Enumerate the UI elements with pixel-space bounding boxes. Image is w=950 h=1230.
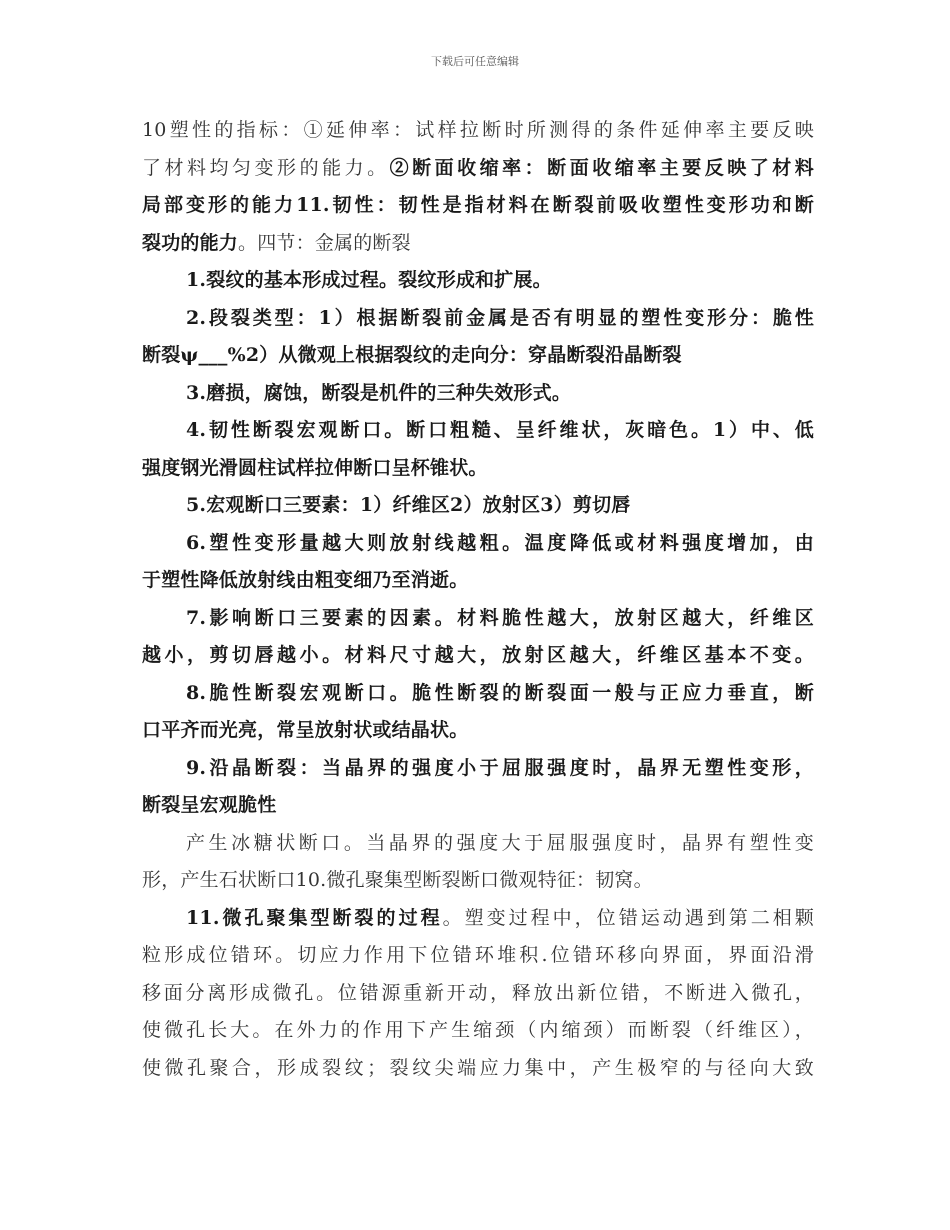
text-line: 11.微孔聚集型断裂的过程。塑变过程中，位错运动遇到第二相颗: [186, 906, 814, 929]
page-header: 下载后可任意编辑: [431, 55, 519, 68]
text-line: 移面分离形成微孔。位错源重新开动，释放出新位错，不断进入微孔，: [142, 981, 814, 1004]
text-line: 3.磨损，腐蚀，断裂是机件的三种失效形式。: [186, 381, 572, 404]
text-line: 局部变形的能力11.韧性：韧性是指材料在断裂前吸收塑性变形功和断: [142, 194, 814, 216]
text-line: 了材料均匀变形的能力。②断面收缩率：断面收缩率主要反映了材料: [142, 156, 814, 179]
text-line: 于塑性降低放射线由粗变细乃至消逝。: [142, 569, 469, 591]
text-line: 断裂ψ___%2）从微观上根据裂纹的走向分：穿晶断裂沿晶断裂: [142, 344, 682, 366]
text-line: 9.沿晶断裂：当晶界的强度小于屈服强度时，晶界无塑性变形，: [186, 756, 814, 779]
text-line: 10塑性的指标：①延伸率：试样拉断时所测得的条件延伸率主要反映: [142, 119, 814, 141]
text-line: 使微孔长大。在外力的作用下产生缩颈（内缩颈）而断裂（纤维区），: [142, 1019, 814, 1041]
text-line: 5.宏观断口三要素：1）纤维区2）放射区3）剪切唇: [186, 494, 631, 516]
text-line: 8.脆性断裂宏观断口。脆性断裂的断裂面一般与正应力垂直，断: [186, 681, 814, 704]
text-line: 口平齐而光亮，常呈放射状或结晶状。: [142, 719, 469, 741]
text-line: 1.裂纹的基本形成过程。裂纹形成和扩展。: [186, 269, 552, 291]
text-line: 6.塑性变形量越大则放射线越粗。温度降低或材料强度增加，由: [186, 531, 814, 554]
text-line: 强度钢光滑圆柱试样拉伸断口呈杯锥状。: [142, 456, 488, 479]
text-line: 7.影响断口三要素的因素。材料脆性越大，放射区越大，纤维区: [186, 606, 814, 629]
text-line: 2.段裂类型：1）根据断裂前金属是否有明显的塑性变形分：脆性: [186, 306, 814, 329]
text-line: 断裂呈宏观脆性: [142, 794, 277, 816]
text-line: 4.韧性断裂宏观断口。断口粗糙、呈纤维状，灰暗色。1）中、低: [186, 419, 814, 441]
text-line: 粒形成位错环。切应力作用下位错环堆积.位错环移向界面，界面沿滑: [142, 944, 814, 966]
document-body: [142, 112, 814, 1087]
text-line: 裂功的能力。四节：金属的断裂: [142, 231, 411, 254]
text-line: 越小，剪切唇越小。材料尺寸越大，放射区越大，纤维区基本不变。: [142, 644, 814, 666]
text-line: 形，产生石状断口10.微孔聚集型断裂断口微观特征：韧窝。: [142, 869, 653, 891]
text-line: 使微孔聚合，形成裂纹；裂纹尖端应力集中，产生极窄的与径向大致: [142, 1056, 814, 1079]
text-line: 产生冰糖状断口。当晶界的强度大于屈服强度时，晶界有塑性变: [186, 831, 814, 854]
